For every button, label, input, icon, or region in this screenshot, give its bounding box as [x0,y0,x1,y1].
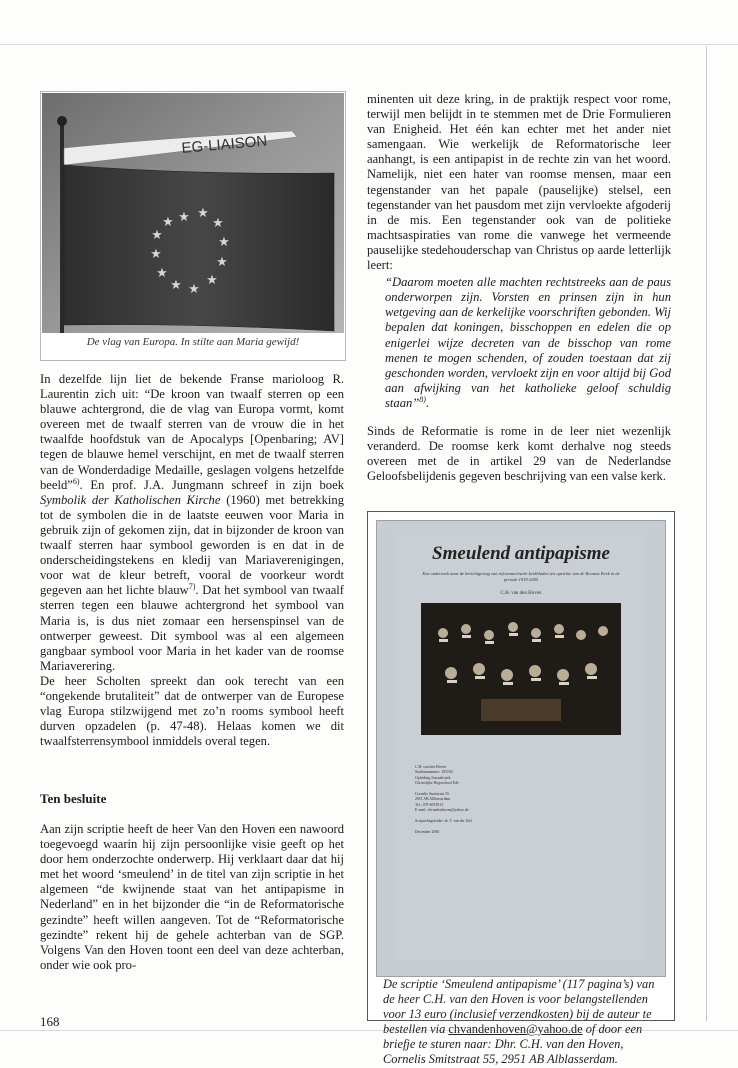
book-advert-box [367,511,675,1066]
left-column [40,372,344,749]
book-cover-frame [376,520,666,977]
book-cover [397,535,645,960]
eu-flag [64,165,334,331]
book-cover-title: Smeulend antipapisme [432,543,610,564]
star: ★ [188,282,200,297]
footnote-ref: 8) [419,394,426,404]
book-info-line: December 2006 [415,829,440,834]
paragraph-besluite: Aan zijn scriptie heeft de heer Van den Hoven een nawoord toegevoegd waarin hij zijn persoonlijke visie geeft op het door hem onderzochte onderwerp. Hij verklaart daar dat hij met het woord ‘smeulend’ in de titel van zijn scriptie in het algemeen “de kwijnende staat van het antipapisme in Nederland” en in het bijzonder die “in de Reformatorische gezindte” heeft willen aangeven. Tot de “Reformatorische gezindte” rekent hij de gehele achterban van de SGP. Volgens Van den Hoven toont een deel van deze achterban, onder wie ook pro- [40,822,344,972]
star: ★ [216,255,228,270]
page-number: 168 [40,1014,60,1029]
book-title-inline: Symbolik der Katholischen Kirche [40,492,221,507]
book-cover-info [415,765,615,835]
top-rule [0,44,738,45]
book-info-line: Scriptiebegeleider: dr. T. van der Ziel [415,819,472,824]
email-link[interactable]: chvandenhoven@yahoo.de [448,1022,583,1036]
star: ★ [212,216,224,231]
star: ★ [151,228,163,243]
section-heading: Ten besluite [40,791,107,806]
paragraph-laurentin: In dezelfde lijn liet de bekende Franse marioloog R. Laurentin zich uit: “De kroon van twaalf sterren op een blauwe achtergrond, die de vlag van Europa vormt, komt overeen met de twaalf sterren van de vrouw die in het twaalfde hoofdstuk van de Apocalyps [Openbaring; AV] tegen de blauwe hemel verschijnt, en met de twaalf sterren van de Wonderdadige Medaille, geslagen volgens hetzelfde beeld”$^{6)}$. En prof. J.A. Jungmann schreef in zijn boek Symbolik der Katholischen Kirche (1960) met betrekking tot de symbolen die in de laatste eeuwen voor Maria in gebruik zijn of gekomen zijn, dat in bijzonder de kroon van twaalf sterren haar symbool geworden is en dat in de onderscheidingstekens en kledij van Mariaverenigingen, voor wat de kleur betreft, vooral de voorkeur wordt gegeven aan het lichte blauw$^{7)}$. Dat het symbool van twaalf sterren tegen een blauwe achtergrond het symbool van Maria is, is dus niet zomaar een hersenspinsel van de ontwerper geweest. Dit symbool was al een algemeen gangbaar symbool voor Maria in het kader van de roomse Mariaverering. [40,372,344,673]
book-cover-author: C.H. van den Hoven [500,591,542,596]
left-column-bottom [40,822,344,973]
book-info-line: E-mail: chvandenhoven@yahoo.de [415,808,469,813]
book-info-line: Cornelis Smitstraat 55 [415,792,449,797]
star: ★ [206,273,218,288]
book-info-line: Studentnummer: 103193 [415,770,453,775]
painting-table [481,699,561,721]
flag-photo-figure [40,91,346,361]
star: ★ [178,210,190,225]
right-column [367,92,671,484]
eu-flag-photo [42,93,344,333]
star: ★ [156,266,168,281]
book-caption: De scriptie ‘Smeulend antipapisme’ (117 pagina’s) van de heer C.H. van den Hoven is voor belangstellenden voor 13 euro (inclusief verzendkosten) bij de auteur te bestellen via chvandenhoven@yahoo.de of door een briefje te sturen naar: Dhr. C.H. van den Hoven, Cornelis Smitstraat 55, 2951 AB Alblasserdam. [383,977,655,1066]
book-info-line: Opleiding Journalistiek [415,775,451,780]
flag-pole [60,121,64,333]
book-info-line: 2951 AB Alblasserdam [415,797,451,802]
book-cover-subtitle: Een onderzoek naar de berichtgeving van reformatorische kerkbladen ten opzichte van de Roomse Kerk in de periode 1919-2005 [422,571,620,582]
star: ★ [218,235,230,250]
paragraph-reformatie: Sinds de Reformatie is rome in de leer niet wezenlijk veranderd. De roomse kerk komt derhalve nog steeds overeen met de in artikel 29 van de Nederlandse Geloofsbelijdenis gegeven beschrijving van een valse kerk. [367,423,671,484]
footnote-ref: 6) [72,476,80,486]
pole-finial [57,116,67,126]
paragraph-scholten: De heer Scholten spreekt dan ook terecht van een “ongekende brutaliteit” dat de ontwerper van de Europese vlag Europa stilzwijgend met zo’n rooms symbool heeft durven opzadelen (p. 47-48). Helaas komen we dit twaalfsterrensymbool inmiddels overal tegen. [40,673,344,749]
book-info-line: C.H. van den Hoven [415,765,447,769]
star: ★ [150,247,162,262]
star: ★ [170,278,182,293]
pennant-text: EG-LIAISON [180,132,268,157]
paragraph-prominenten: minenten uit deze kring, in de praktijk respect voor rome, terwijl men belijdt in te stemmen met de Drie Formulieren van Enigheid. Het één kan echter met het ander niet samengaan. Wie werkelijk de Reformatorische leer aanhangt, is een antipapist in de rechte zin van het woord. Namelijk, niet een hater van roomse mensen, maar een tegenstander van het papale (pauselijke) stelsel, een tegenstander van het pausdom met zijn vervloekte afgoderij in de mis. Een tegenstander ook van de politieke machtsaspiraties van rome die vanwege het vermeende pauselijke stedehouderschap van Christus op aarde letterlijk leert: [367,92,671,273]
star: ★ [197,206,209,221]
footnote-ref: 7) [188,582,196,592]
papal-quote: “Daarom moeten alle machten rechtstreeks aan de paus onderworpen zijn. Vorsten en prinsen zijn in hun wetgeving aan de kerkelijke voorschriften gebonden. Wij bepalen dat koningen, bisschoppen en edelen die op enigerlei wijze decreten van de bisschop van rome menen te mogen schenden, of zouden toestaan dat zij geschonden worden, vervloekt zijn en voor altijd bij God aan afwijking van het katholieke geloof schuldig staan”$^{8)}$. [385,275,671,410]
star: ★ [162,215,174,230]
book-info-line: Tel.: 078-6913913 [415,802,443,807]
right-page-edge [706,46,707,1021]
book-cover-painting [421,603,621,735]
photo-caption: De vlag van Europa. In stilte aan Maria gewijd! [86,336,300,348]
book-info-line: Christelijke Hogeschool Ede [415,781,459,786]
